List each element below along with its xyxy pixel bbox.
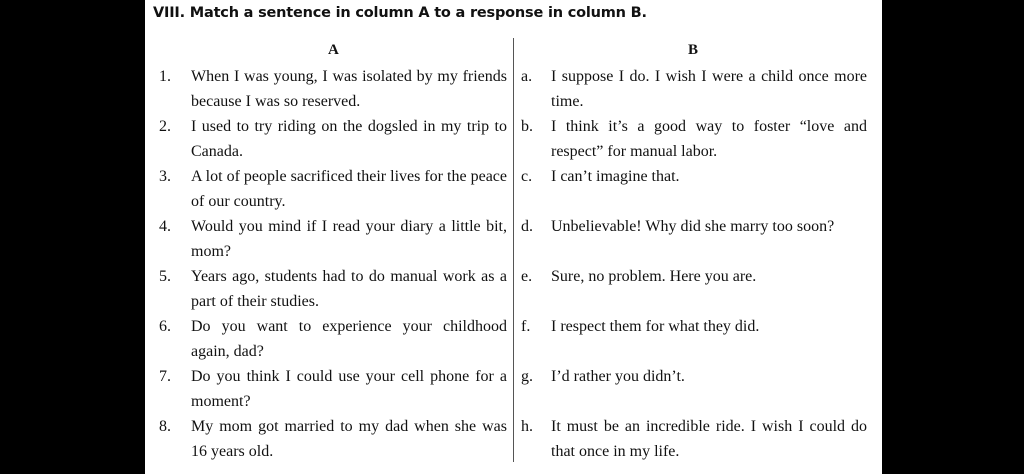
sentence-text: I used to try riding on the dogsled in my trip to Canada. <box>191 118 507 160</box>
table-row <box>145 413 882 463</box>
response-text: It must be an incredible ride. I wish I could do that once in my life. <box>551 418 867 460</box>
worksheet-page <box>145 0 882 474</box>
item-number: 5. <box>159 268 171 285</box>
response-letter: c. <box>521 168 533 185</box>
column-b-header: B <box>688 42 699 58</box>
response-text: I think it’s a good way to foster “love and respect” for manual labor. <box>551 118 867 160</box>
item-number: 4. <box>159 218 171 235</box>
sentence-text: Years ago, students had to do manual work as a part of their studies. <box>191 268 507 310</box>
response-text: Sure, no problem. Here you are. <box>551 268 757 285</box>
exercise-heading: VIII. Match a sentence in column A to a response in column B. <box>153 5 647 21</box>
table-row <box>145 63 882 113</box>
response-letter: h. <box>521 418 533 435</box>
item-number: 7. <box>159 368 171 385</box>
response-letter: a. <box>521 68 533 85</box>
sentence-text: My mom got married to my dad when she was 16 years old. <box>191 418 507 460</box>
response-text: I respect them for what they did. <box>551 318 760 335</box>
table-row <box>145 313 882 363</box>
response-text: I’d rather you didn’t. <box>551 368 685 385</box>
response-letter: g. <box>521 368 533 385</box>
sentence-text: Do you want to experience your childhood again, dad? <box>191 318 507 360</box>
table-row <box>145 113 882 163</box>
item-number: 2. <box>159 118 171 135</box>
item-number: 3. <box>159 168 171 185</box>
response-text: I suppose I do. I wish I were a child once more time. <box>551 68 867 110</box>
item-number: 1. <box>159 68 171 85</box>
response-text: Unbelievable! Why did she marry too soon? <box>551 218 835 235</box>
table-row <box>145 163 882 213</box>
matching-table <box>145 63 882 463</box>
column-a-header: A <box>328 42 339 58</box>
sentence-text: Do you think I could use your cell phone for a moment? <box>191 368 507 410</box>
sentence-text: When I was young, I was isolated by my friends because I was so reserved. <box>191 68 507 110</box>
table-row <box>145 363 882 413</box>
sentence-text: Would you mind if I read your diary a little bit, mom? <box>191 218 507 260</box>
table-row <box>145 263 882 313</box>
response-letter: f. <box>521 318 531 335</box>
item-number: 8. <box>159 418 171 435</box>
response-letter: b. <box>521 118 533 135</box>
response-letter: d. <box>521 218 533 235</box>
sentence-text: A lot of people sacrificed their lives for the peace of our country. <box>191 168 507 210</box>
table-row <box>145 213 882 263</box>
response-letter: e. <box>521 268 533 285</box>
response-text: I can’t imagine that. <box>551 168 680 185</box>
item-number: 6. <box>159 318 171 335</box>
